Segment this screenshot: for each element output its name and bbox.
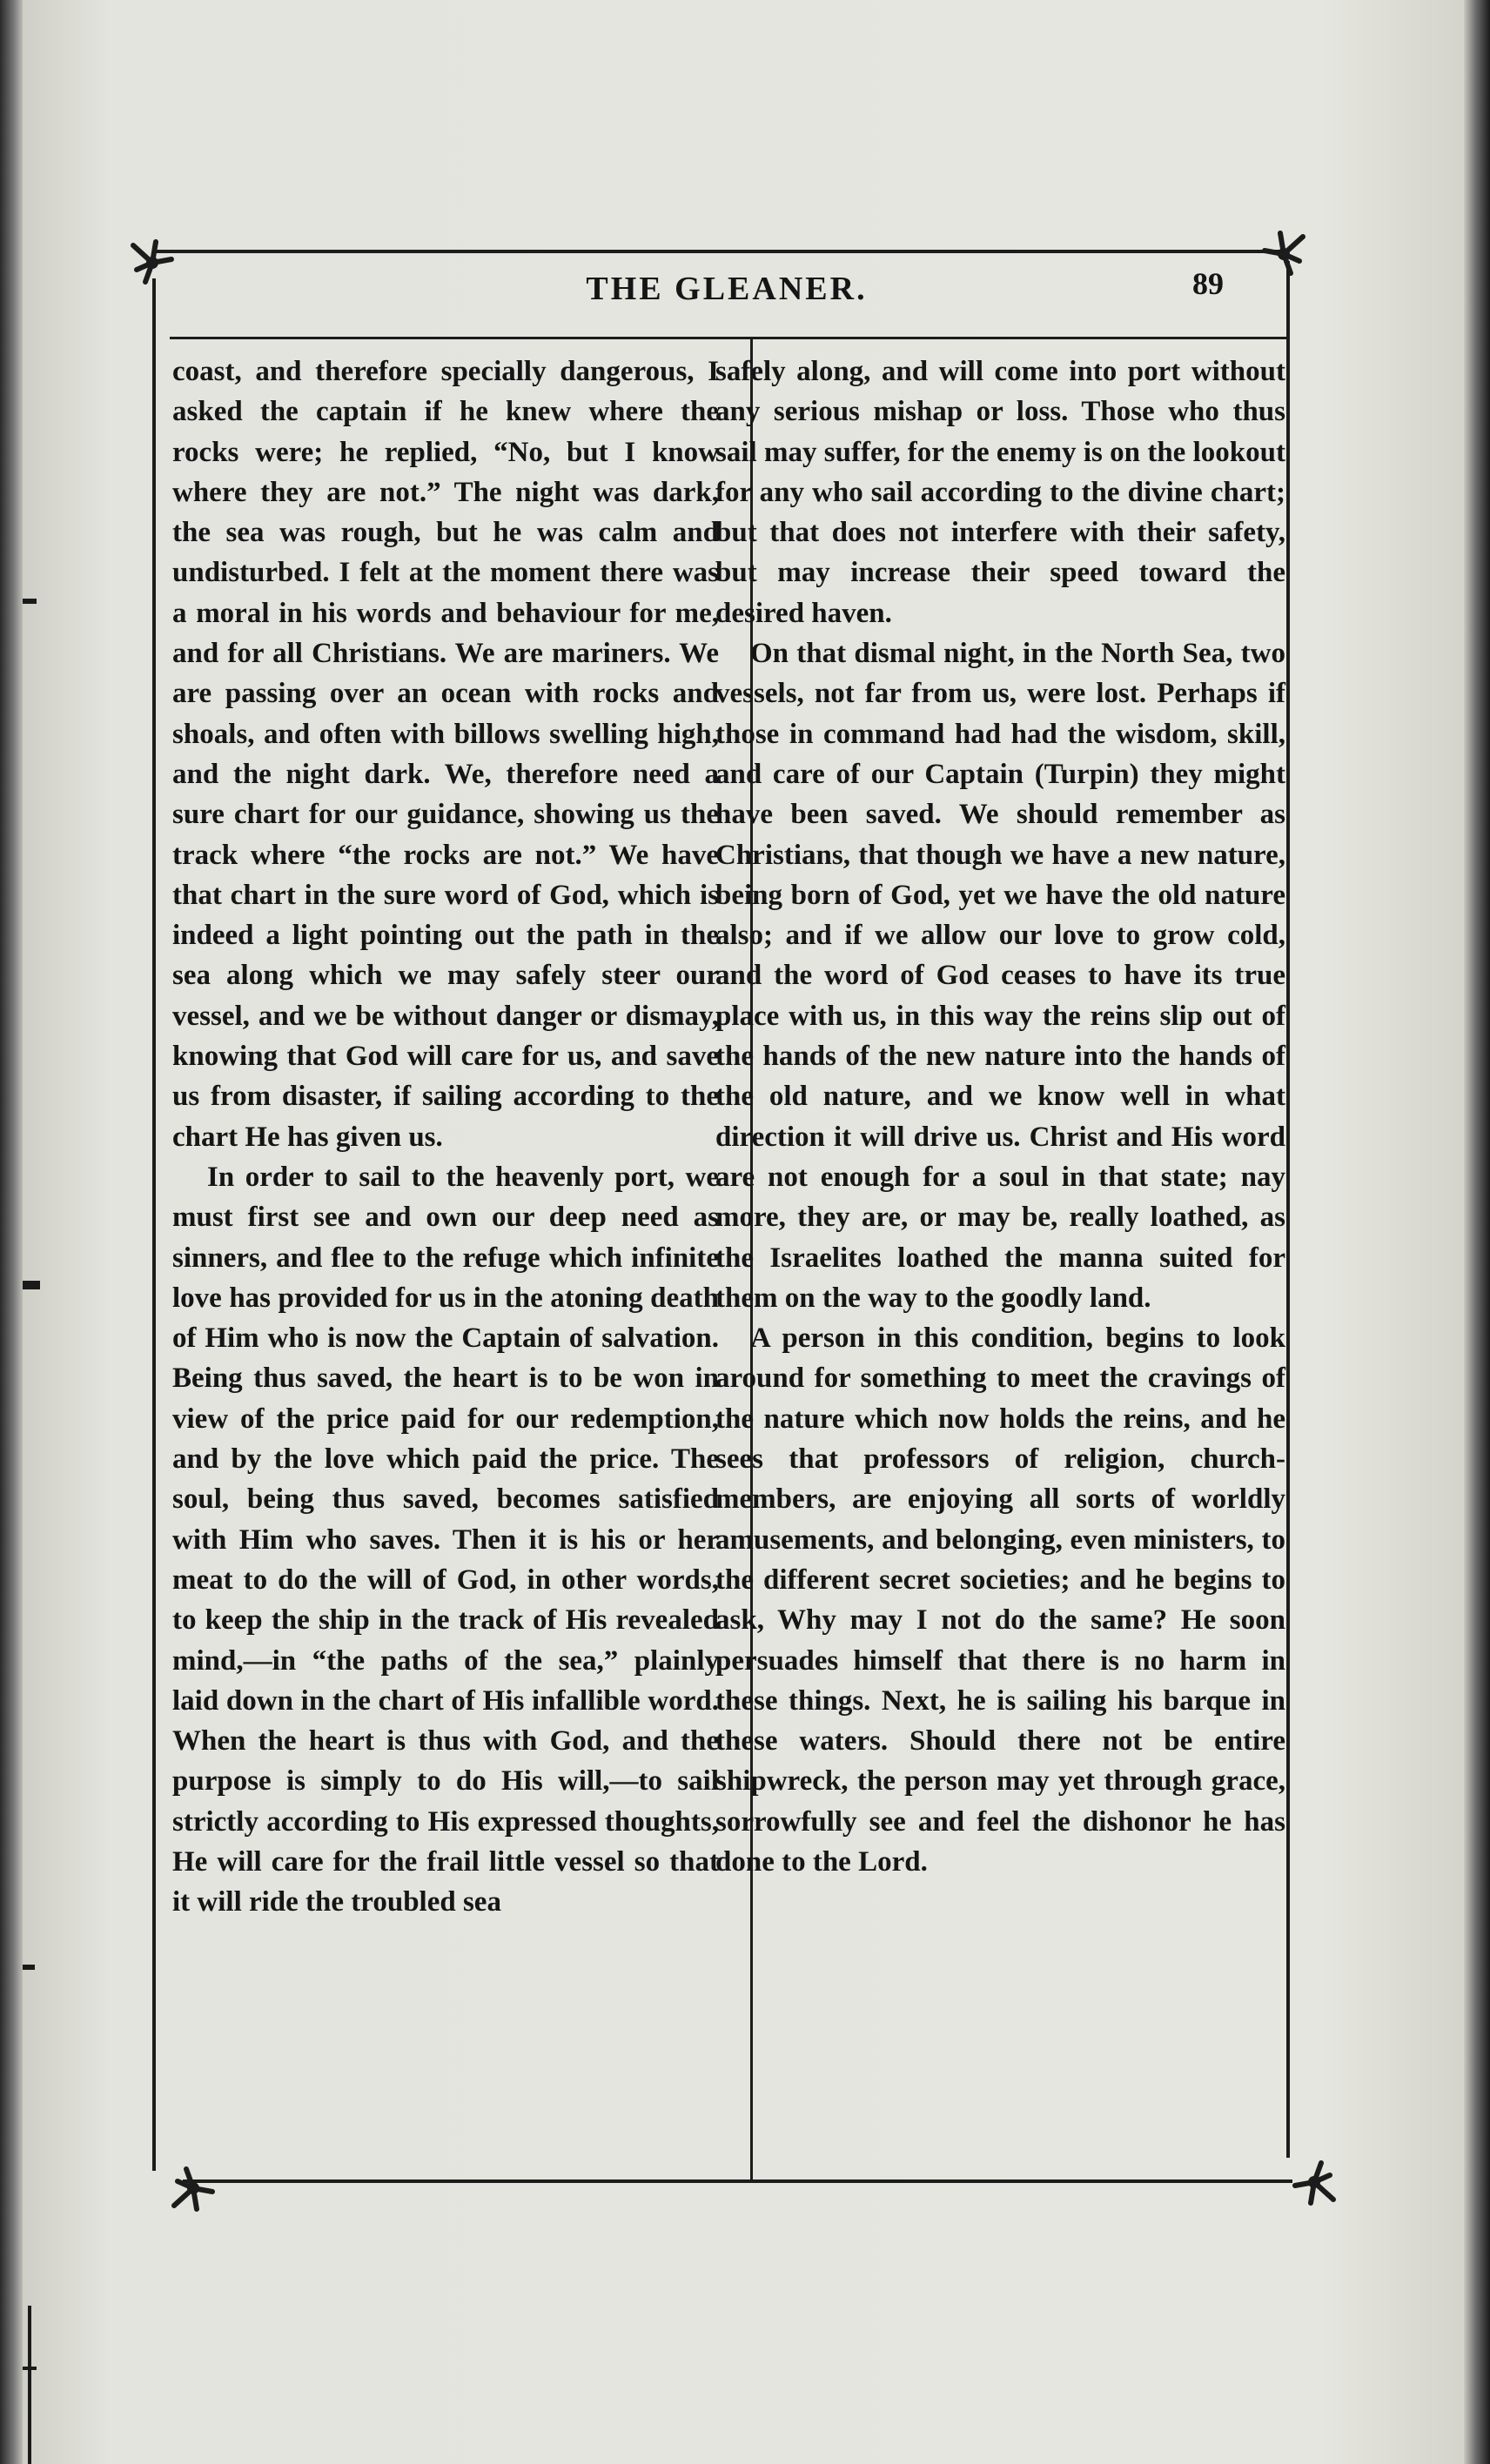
frame-right-rule xyxy=(1286,261,1290,2158)
edge-mark xyxy=(23,599,37,604)
edge-mark xyxy=(23,1281,40,1289)
paragraph: In order to sail to the heavenly port, we must first see and own our deep need as sinners, and flee to the refuge which infinite love has provided for us in the atoning death of Him who is now the Captain of salvation. Being thus saved, the heart is to be won in view of the price paid for our redemption, and by the love which paid the price. The soul, being thus saved, becomes satisfied with Him who saves. Then it is his or her meat to do the will of God, in other words, to keep the ship in the track of His revealed mind,—in “the paths of the sea,” plainly laid down in the chart of His infallible word. When the heart is thus with God, and the purpose is simply to do His will,—to sail strictly according to His expressed thoughts, He will care for the frail little vessel so that it will ride the troubled sea xyxy=(172,1161,719,1918)
header-rule xyxy=(170,337,1288,339)
edge-mark xyxy=(23,2367,37,2370)
paragraph: On that dismal night, in the North Sea, two vessels, not far from us, were lost. Perhaps if those in command had had the wisdom, skill, and care of our Captain (Turpin) they might have been saved. We should remember as Christians, that though we have a new nature, being born of God, yet we have the old nature also; and if we allow our love to grow cold, and the word of God ceases to have its true place with us, in this way the reins slip out of the hands of the new nature into the hands of the old nature, and we know well in what direction it will drive us. Christ and His word are not enough for a soul in that state; nay more, they are, or may be, really loathed, as the Israelites loathed the manna suited for them on the way to the goodly land. xyxy=(715,638,1285,1314)
paragraph: safely along, and will come into port without any serious mishap or loss. Those who thus sail may suffer, for the enemy is on the lookout for any who sail according to the divine chart; but that does not interfere with their safety, but may increase their speed toward the desired haven. xyxy=(715,356,1285,629)
scan-edge-left xyxy=(0,0,23,2464)
leaf-ornament-icon xyxy=(167,2162,219,2214)
scan-edge-right xyxy=(1464,0,1490,2464)
paragraph: coast, and therefore specially dangerous, I asked the captain if he knew where the rocks were; he replied, “No, but I know where they are not.” The night was dark, the sea was rough, but he was calm and undisturbed. I felt at the moment there was a moral in his words and behaviour for me, and for all Christians. We are mariners. We are passing over an ocean with rocks and shoals, and often with billows swelling high, and the night dark. We, therefore need a sure chart for our guidance, showing us the track where “the rocks are not.” We have that chart in the sure word of God, which is indeed a light pointing out the path in the sea along which we may safely steer our vessel, and we be without danger or dismay, knowing that God will care for us, and save us from disaster, if sailing according to the chart He has given us. xyxy=(172,356,719,1153)
leaf-ornament-icon xyxy=(1288,2156,1340,2208)
frame-top-rule xyxy=(152,250,1284,253)
right-column xyxy=(715,352,1285,1882)
edge-mark xyxy=(28,2306,31,2464)
frame-bottom-rule xyxy=(183,2179,1292,2183)
paragraph: A person in this condition, begins to look around for something to meet the cravings of the nature which now holds the reins, and he sees that professors of religion, church-members, are enjoying all sorts of worldly amusements, and belonging, even ministers, to the different secret societies; and he begins to ask, Why may I not do the same? He soon persuades himself that there is no harm in these things. Next, he is sailing his barque in these waters. Should there not be entire shipwreck, the person may yet through grace, sorrowfully see and feel the dishonor he has done to the Lord. xyxy=(715,1322,1285,1878)
left-column xyxy=(172,352,719,1923)
edge-mark xyxy=(23,1965,35,1970)
frame-left-rule xyxy=(152,278,156,2171)
running-title: THE GLEANER. xyxy=(586,271,868,307)
page-number: 89 xyxy=(1192,266,1224,301)
